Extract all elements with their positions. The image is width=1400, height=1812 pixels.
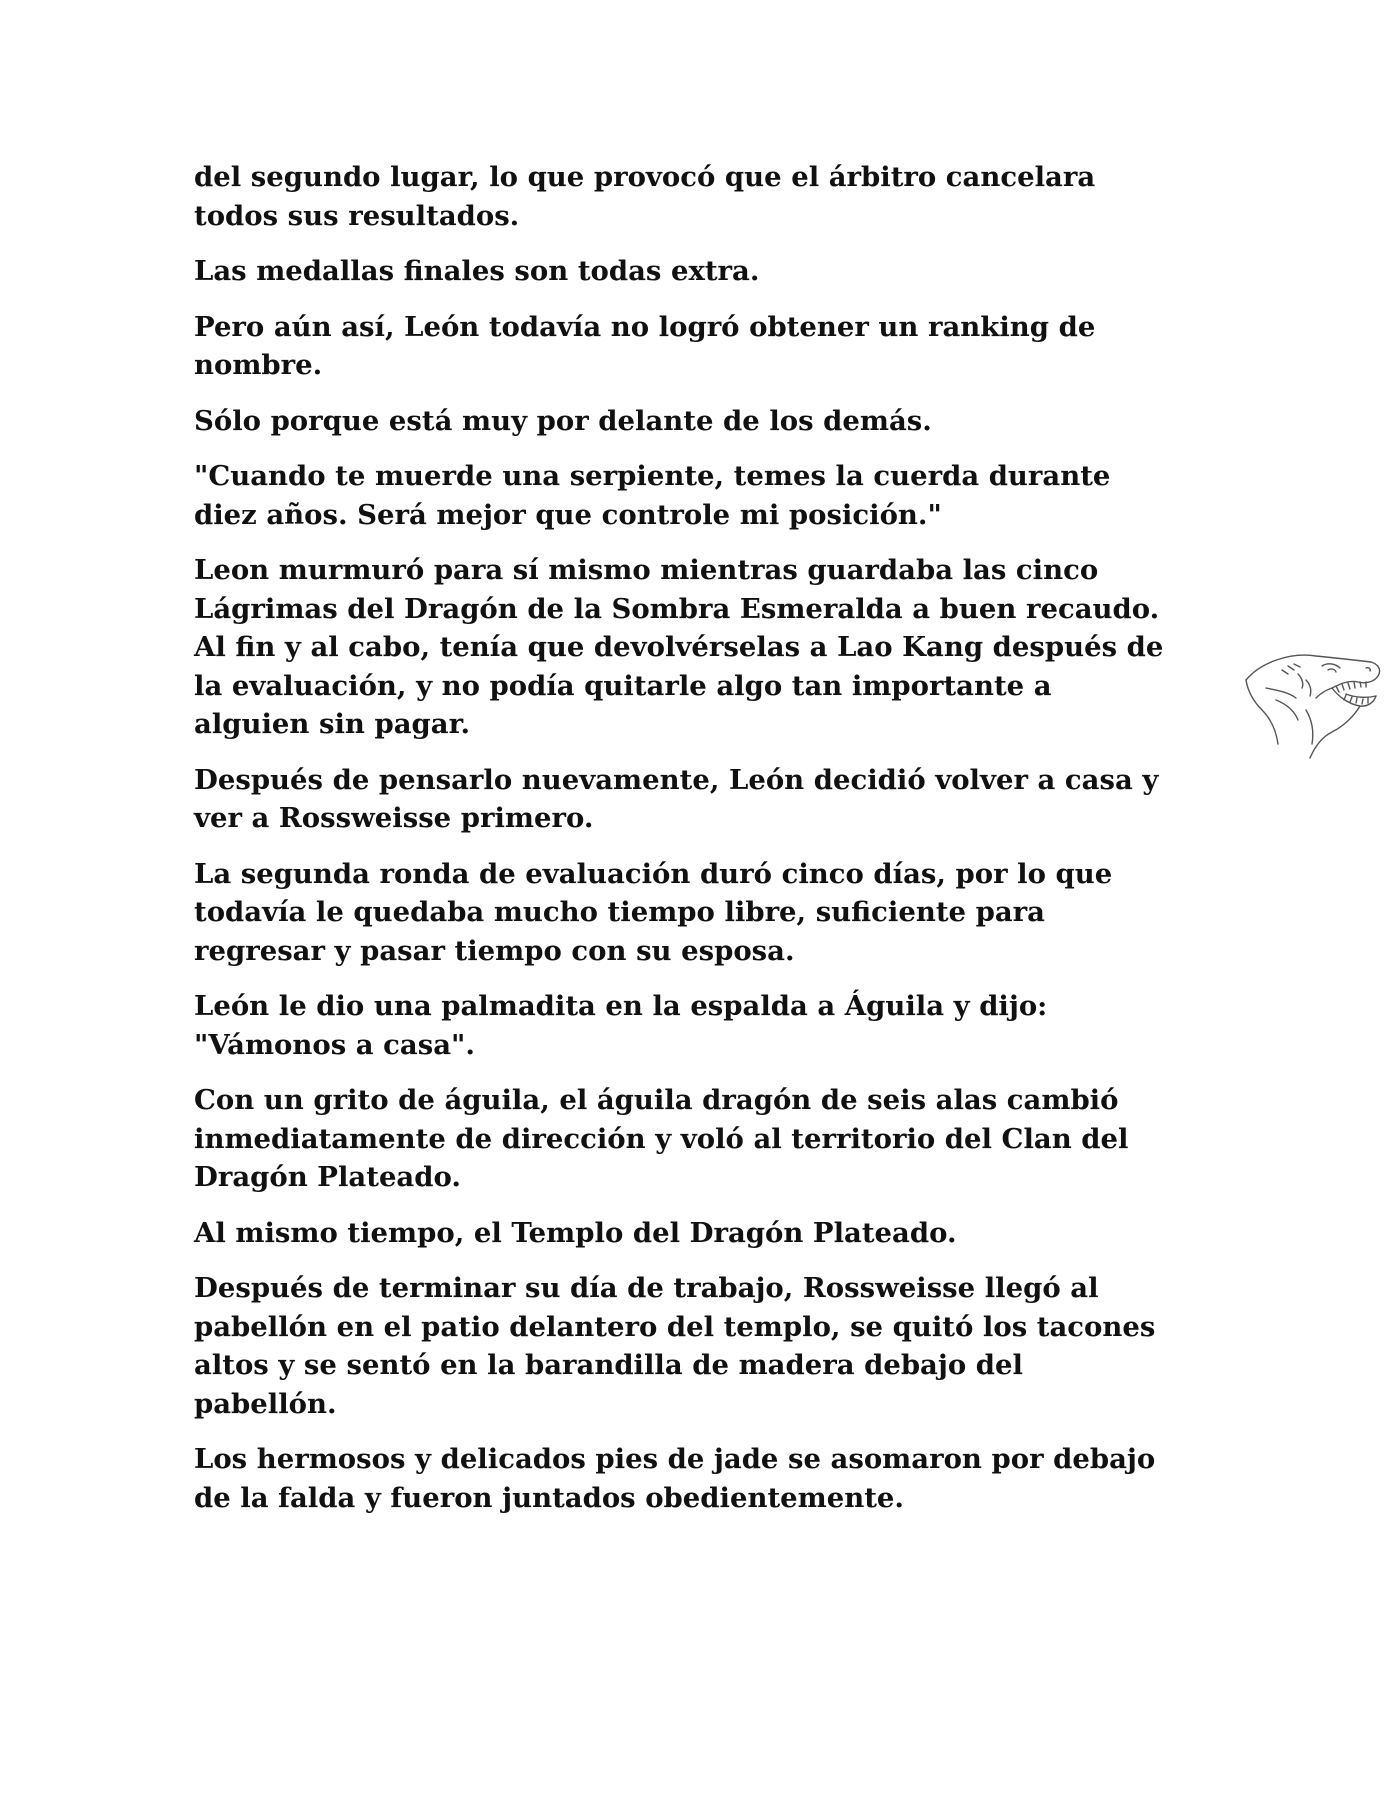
body-text	[194, 158, 1214, 1534]
text-line: Sólo porque está muy por delante de los demás.	[194, 404, 932, 437]
text-line: todos sus resultados.	[194, 199, 520, 232]
paragraph	[194, 252, 1214, 291]
paragraph	[194, 855, 1214, 971]
paragraph	[194, 1440, 1214, 1517]
text-line: todavía le quedaba mucho tiempo libre, suficiente para	[194, 896, 1045, 928]
text-line: diez años. Será mejor que controle mi posición."	[194, 498, 942, 531]
text-line: La segunda ronda de evaluación duró cinco días, por lo que	[194, 857, 1113, 890]
text-line: Al mismo tiempo, el Templo del Dragón Plateado.	[194, 1216, 957, 1249]
text-line: inmediatamente de dirección y voló al territorio del Clan del	[194, 1122, 1129, 1155]
text-line: León le dio una palmadita en la espalda a Águila y dijo:	[194, 990, 1048, 1022]
text-line: Después de pensarlo nuevamente, León decidió volver a casa y	[194, 763, 1159, 796]
text-line: Pero aún así, León todavía no logró obtener un ranking de	[194, 310, 1096, 343]
paragraph	[194, 987, 1214, 1064]
text-line: Los hermosos y delicados pies de jade se asomaron por debajo	[194, 1443, 1156, 1475]
text-line: Con un grito de águila, el águila dragón de seis alas cambió	[194, 1084, 1119, 1116]
paragraph	[194, 158, 1214, 235]
text-line: alguien sin pagar.	[194, 708, 471, 740]
text-line: Leon murmuró para sí mismo mientras guardaba las cinco	[194, 554, 1099, 586]
text-line: "Cuando te muerde una serpiente, temes la cuerda durante	[194, 460, 1111, 492]
paragraph	[194, 1214, 1214, 1253]
paragraph	[194, 308, 1214, 385]
text-line: Después de terminar su día de trabajo, Rossweisse llegó al	[194, 1272, 1099, 1304]
text-line: regresar y pasar tiempo con su esposa.	[194, 934, 795, 967]
paragraph	[194, 551, 1214, 744]
dinosaur-head-sketch-icon	[1236, 640, 1386, 770]
text-line: Dragón Plateado.	[194, 1161, 461, 1193]
paragraph	[194, 761, 1214, 838]
text-line: "Vámonos a casa".	[194, 1028, 475, 1061]
text-line: Al fin y al cabo, tenía que devolvérselas a Lao Kang después de	[194, 631, 1164, 663]
text-line: nombre.	[194, 349, 323, 381]
paragraph	[194, 1081, 1214, 1197]
text-line: pabellón.	[194, 1387, 337, 1420]
text-line: altos y se sentó en la barandilla de madera debajo del	[194, 1349, 1023, 1381]
text-line: la evaluación, y no podía quitarle algo tan importante a	[194, 669, 1052, 702]
text-line: ver a Rossweisse primero.	[194, 802, 594, 834]
text-line: Las medallas finales son todas extra.	[194, 255, 760, 287]
text-line: pabellón en el patio delantero del templo, se quitó los tacones	[194, 1310, 1156, 1343]
text-line: del segundo lugar, lo que provocó que el árbitro cancelara	[194, 161, 1096, 193]
text-line: Lágrimas del Dragón de la Sombra Esmeralda a buen recaudo.	[194, 592, 1160, 625]
paragraph	[194, 1269, 1214, 1423]
paragraph	[194, 402, 1214, 441]
paragraph	[194, 457, 1214, 534]
text-line: de la falda y fueron juntados obedientemente.	[194, 1481, 905, 1514]
